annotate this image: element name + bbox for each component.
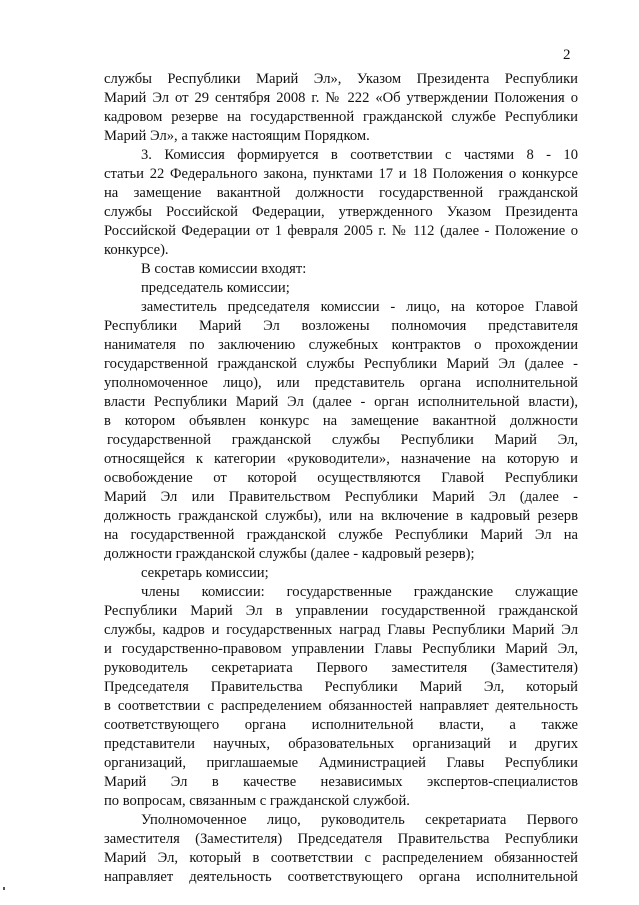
text-line: на замещение вакантной должности государственной гражданской	[104, 185, 578, 201]
text-line: Марий Эл», а также настоящим Порядком.	[104, 128, 370, 144]
text-line: должность гражданской службы), или на включение в кадровый резерв	[104, 508, 578, 524]
text-line: Уполномоченное лицо, руководитель секретариата Первого	[141, 812, 578, 828]
text-line: Марий Эл от 29 сентября 2008 г. № 222 «Об утверждении Положения о	[104, 90, 578, 106]
text-line: власти Республики Марий Эл (далее - орган исполнительной власти),	[104, 394, 578, 410]
text-line: секретарь комиссии;	[141, 565, 269, 581]
text-line: Председателя Правительства Республики Марий Эл, который	[104, 679, 578, 695]
text-line: организаций, приглашаемые Администрацией Главы Республики	[104, 755, 578, 771]
text-line: Республики Марий Эл в управлении государственной гражданской	[104, 603, 578, 619]
text-line: председатель комиссии;	[141, 280, 290, 296]
text-line: и государственно-правовом управлении Главы Республики Марий Эл,	[104, 641, 578, 657]
text-line: в котором объявлен конкурс на замещение вакантной должности	[104, 413, 578, 429]
text-line: кадровом резерве на государственной гражданской службе Республики	[104, 109, 578, 125]
text-line: нанимателя по заключению служебных контрактов о прохождении	[104, 337, 578, 353]
text-line: заместитель председателя комиссии - лицо, на которое Главой	[141, 299, 578, 315]
text-line: Марий Эл в качестве независимых экспертов-специалистов	[104, 774, 578, 790]
text-line: соответствующего органа исполнительной власти, а также	[104, 717, 578, 733]
text-line: государственной гражданской службы Республики Марий Эл (далее -	[104, 356, 578, 372]
text-line: конкурсе).	[104, 242, 169, 258]
text-line: должности гражданской службы (далее - кадровый резерв);	[104, 546, 475, 562]
text-line: государственной гражданской службы Республики Марий Эл,	[107, 432, 578, 448]
text-line: члены комиссии: государственные гражданские служащие	[141, 584, 578, 600]
text-line: Российской Федерации от 1 февраля 2005 г. № 112 (далее - Положение о	[104, 223, 578, 239]
text-line: Республики Марий Эл возложены полномочия представителя	[104, 318, 578, 334]
text-line: направляет деятельность соответствующего органа исполнительной	[104, 869, 578, 885]
text-line: В состав комиссии входят:	[141, 261, 307, 277]
text-line: статьи 22 Федерального закона, пунктами 17 и 18 Положения о конкурсе	[104, 166, 578, 182]
text-line: службы Республики Марий Эл», Указом Президента Республики	[104, 71, 578, 87]
text-line: представители научных, образовательных организаций и других	[104, 736, 578, 752]
text-line: уполномоченное лицо), или представитель органа исполнительной	[104, 375, 578, 391]
text-line: руководитель секретариата Первого заместителя (Заместителя)	[104, 660, 578, 676]
text-line: Марий Эл или Правительством Республики Марий Эл (далее -	[104, 489, 578, 505]
text-line: относящейся к категории «руководители», назначение на которую и	[104, 451, 578, 467]
text-line: в соответствии с распределением обязанностей направляет деятельность	[104, 698, 578, 714]
text-line: службы, кадров и государственных наград Главы Республики Марий Эл	[104, 622, 578, 638]
text-line: по вопросам, связанным с гражданской службой.	[104, 793, 410, 809]
text-line: освобождение от которой осуществляются Главой Республики	[104, 470, 578, 486]
text-line: 3. Комиссия формируется в соответствии с частями 8 - 10	[141, 147, 578, 163]
text-line: Марий Эл, который в соответствии с распределением обязанностей	[104, 850, 578, 866]
text-line: заместителя (Заместителя) Председателя Правительства Республики	[104, 831, 578, 847]
page-number: 2	[563, 47, 571, 63]
text-line: службы Российской Федерации, утвержденного Указом Президента	[104, 204, 578, 220]
scan-edge-mark	[3, 887, 5, 890]
text-line: на государственной гражданской службе Республики Марий Эл на	[104, 527, 578, 543]
